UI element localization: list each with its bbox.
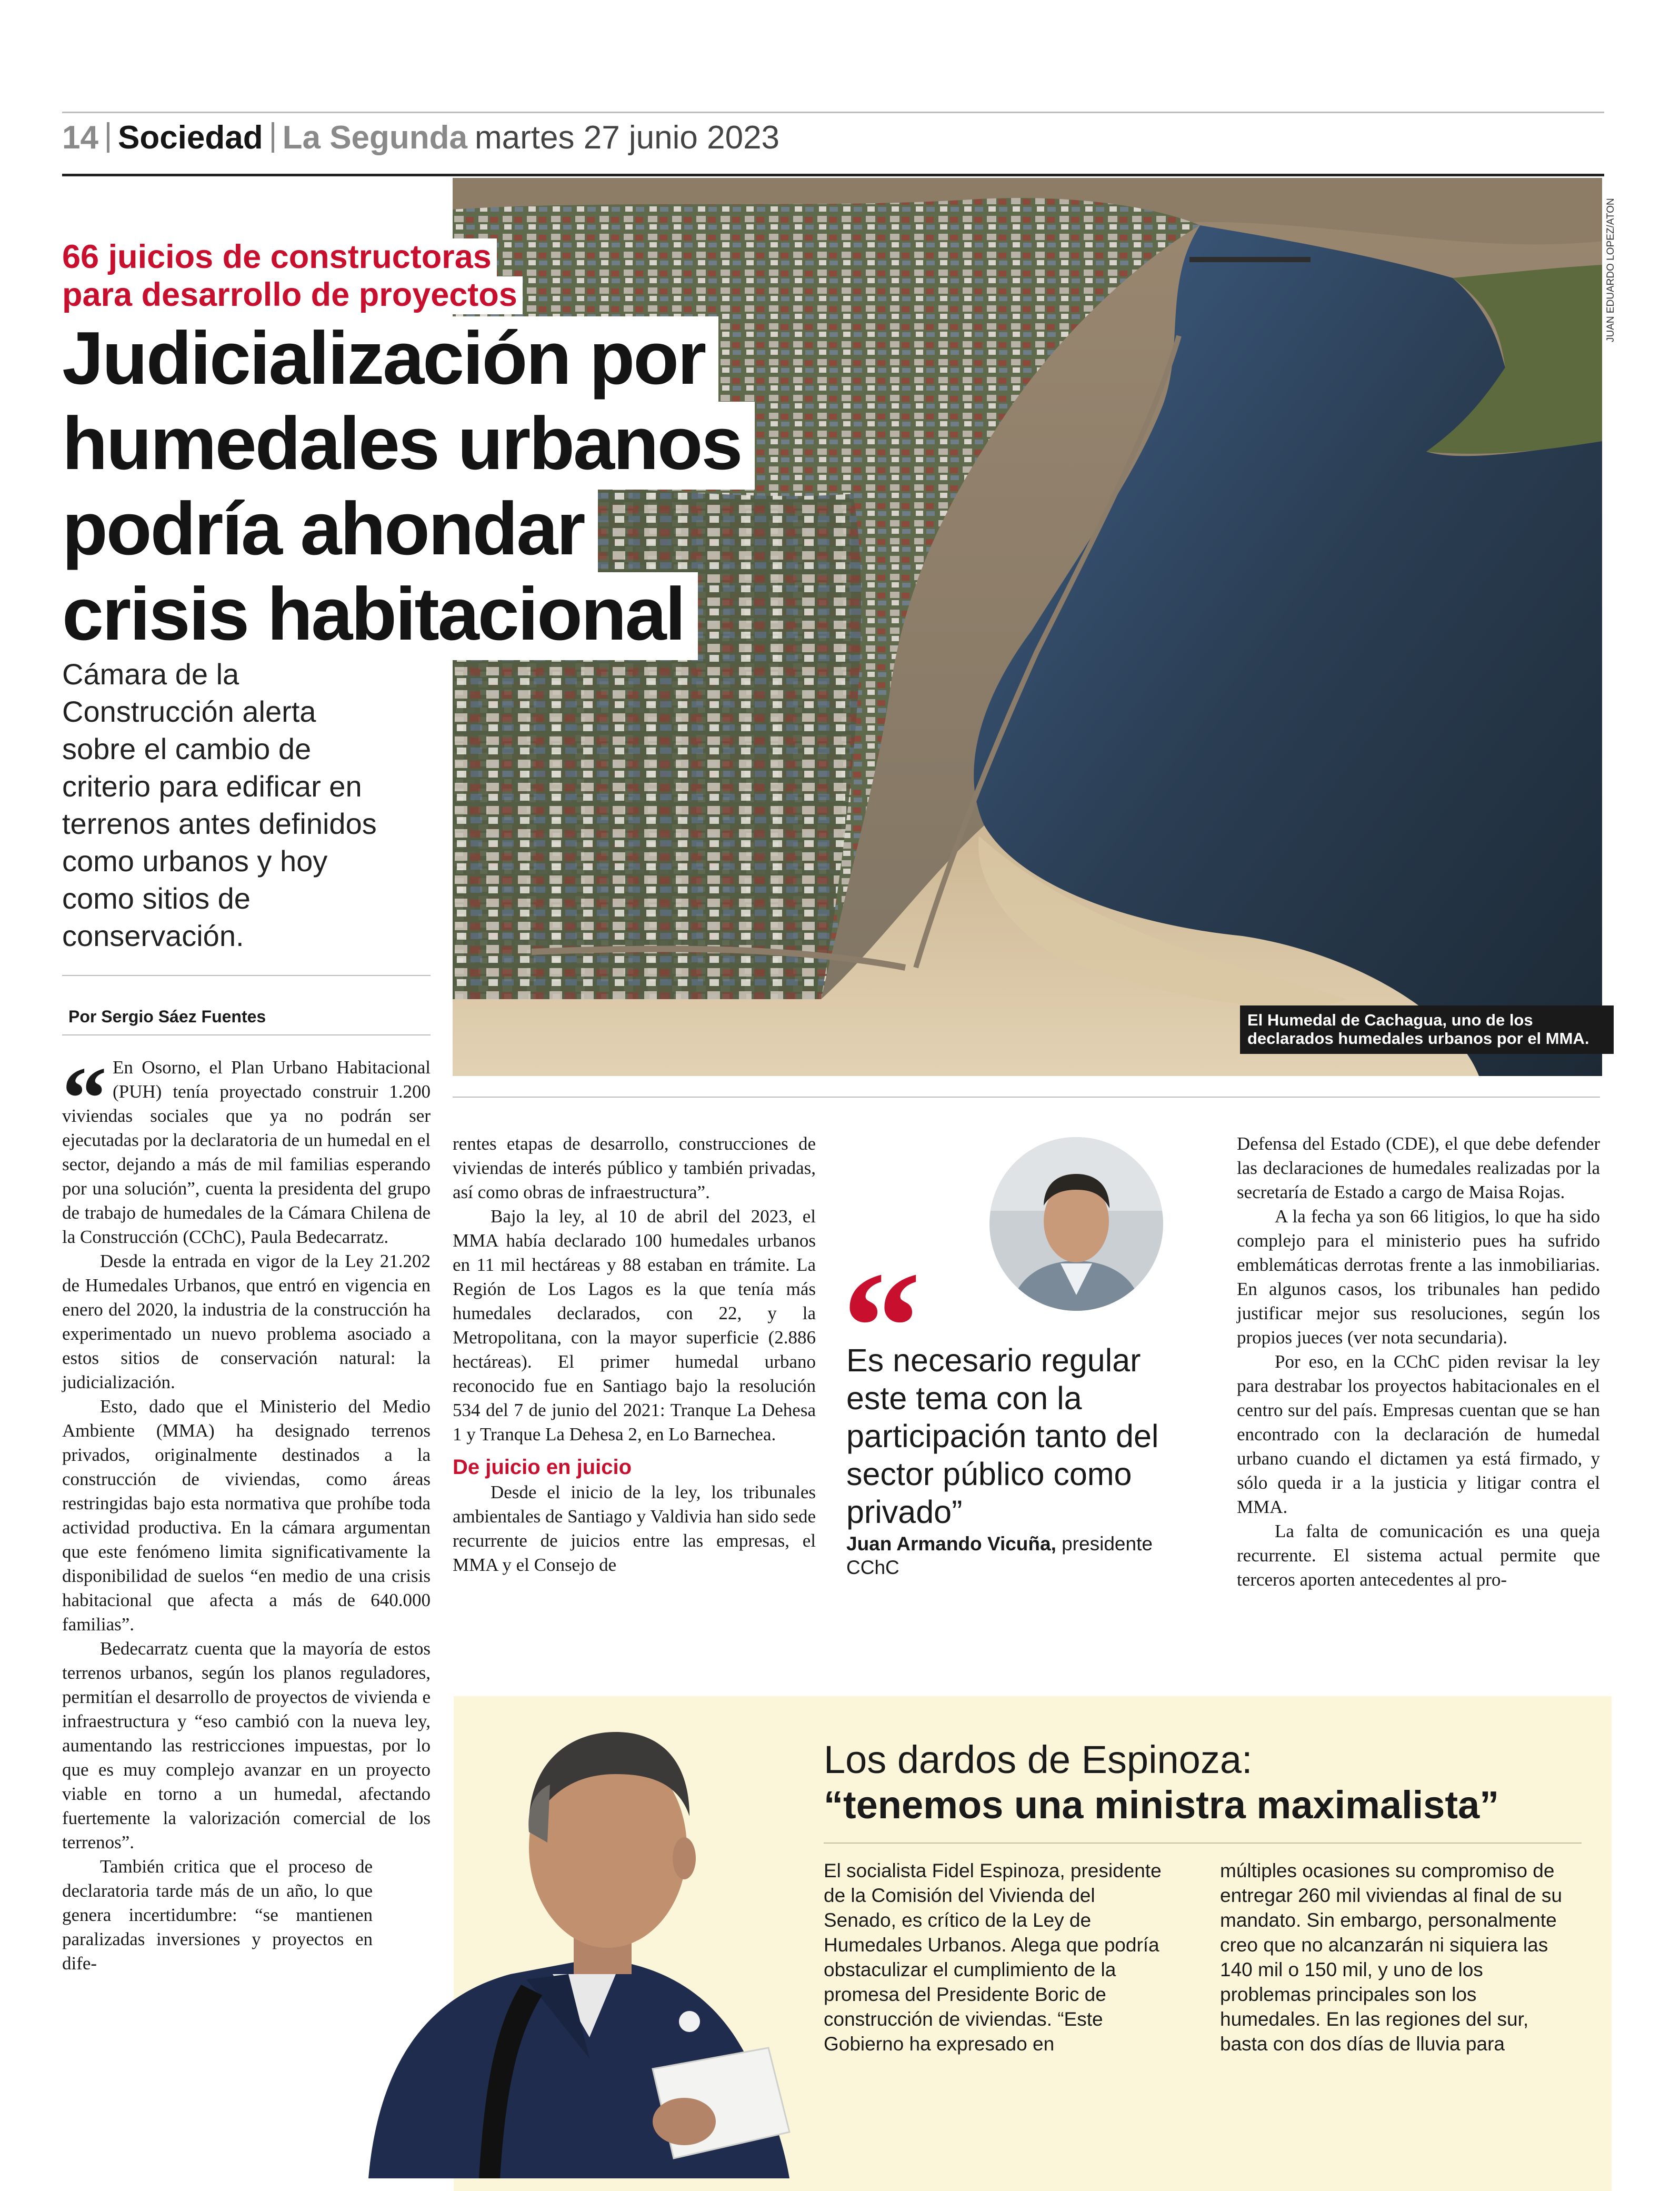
box-subtitle: “tenemos una ministra maximalista” xyxy=(824,1783,1499,1827)
dek-line: criterio para edificar en xyxy=(62,770,362,803)
photo-credit: JUAN EDUARDO LOPEZ/ATON xyxy=(1605,198,1616,342)
body-paragraph: La falta de comunicación es una queja recurrente. El sistema actual permite que terceros aporten antecedentes al pro- xyxy=(1237,1521,1600,1590)
headline-line: humedales urbanos xyxy=(62,402,755,490)
pull-quote-text: Es necesario regular este tema con la participación tanto del sector público como privado” xyxy=(846,1342,1159,1530)
body-column-2 xyxy=(453,1132,816,1577)
box-title-rule xyxy=(824,1843,1582,1844)
dek xyxy=(62,655,431,954)
publication-name: La Segunda xyxy=(282,119,467,156)
body-paragraph: Desde el inicio de la ley, los tribunales ambientales de Santiago y Valdivia han sido sede recurrente de juicios entre las empresas, el MMA y el Consejo de xyxy=(453,1482,816,1575)
body-paragraph: Bajo la ley, al 10 de abril del 2023, el MMA había declarado 100 humedales urbanos en 11 mil hectáreas y 88 estaban en trámite. La Región de Los Lagos es la que tenía más humedales declarados, con 22, y la Metropolitana, con la mayor superficie (2.886 hectáreas). El primer humedal urbano reconocido fue en Santiago bajo la resolución 534 del 7 de junio del 2021: Tranque La Dehesa 1 y Tranque La Dehesa 2, en Lo Barnechea. xyxy=(453,1206,816,1445)
kicker xyxy=(62,238,578,314)
body-paragraph: Esto, dado que el Ministerio del Medio Ambiente (MMA) ha designado terrenos privados, originalmente destinados a la construcción de viviendas, como áreas restringidas bajo esta normativa que prohíbe toda actividad productiva. En la cámara argumentan que este fenómeno limita significativamente la disponibilidad de suelos “en medio de una crisis habitacional que afecta a más de 640.000 familias”. xyxy=(62,1396,431,1635)
box-title: Los dardos de Espinoza: xyxy=(824,1738,1253,1781)
body-paragraph: Defensa del Estado (CDE), el que debe defender las declaraciones de humedales realizadas por la secretaría de Estado a cargo de Maisa Rojas. xyxy=(1237,1133,1600,1202)
pull-quote-attribution xyxy=(846,1532,1194,1579)
dek-line: Construcción alerta xyxy=(62,695,316,728)
header-divider xyxy=(272,122,274,153)
dek-line: terrenos antes definidos xyxy=(62,807,377,840)
body-paragraph: A la fecha ya son 66 litigios, lo que ha sido complejo para el ministerio pues ha sufrido emblemáticas derrotas frente a las inmobiliarias. En algunos casos, los tribunales han pedido justificar mejor sus resoluciones, según los propios jueces (ver nota secundaria). xyxy=(1237,1206,1600,1348)
opening-quote-mark: “ xyxy=(62,1049,107,1148)
dek-line: sobre el cambio de xyxy=(62,732,312,765)
espinoza-photo xyxy=(368,1658,842,2178)
body-paragraph: Por eso, en la CChC piden revisar la ley para destrabar los proyectos habitacionales en el centro sur del país. Empresas cuentan que se han encontrado con la declaración de humedal urbano cuando el dictamen ya está firmado, y sólo queda ir a la justicia y litigar contra el MMA. xyxy=(1237,1351,1600,1517)
dek-line: como urbanos y hoy xyxy=(62,844,328,878)
page-number: 14 xyxy=(62,119,98,156)
pull-quote-mark: “ xyxy=(842,1239,921,1414)
header-divider xyxy=(107,122,109,153)
dek-rule xyxy=(62,975,431,976)
portrait-photo xyxy=(989,1137,1163,1311)
box-column-1: El socialista Fidel Espinoza, presidente de la Comisión del Vivienda del Senado, es crítico de la Ley de Humedales Urbanos. Alega que podría obstaculizar el cumplimiento de la promesa del Presidente Boric de construcción de viviendas. “Este Gobierno ha expresado en xyxy=(824,1860,1162,2055)
body-paragraph: rentes etapas de desarrollo, construcciones de viviendas de interés público y también privadas, así como obras de infraestructura”. xyxy=(453,1133,816,1202)
section-name: Sociedad xyxy=(117,119,263,156)
page-header xyxy=(62,119,779,156)
headline xyxy=(62,316,799,657)
dek-line: como sitios de xyxy=(62,882,251,915)
byline: Por Sergio Sáez Fuentes xyxy=(68,1007,266,1026)
kicker-line: 66 juicios de constructoras xyxy=(62,238,497,276)
body-column-4 xyxy=(1237,1132,1600,1592)
issue-date: martes 27 junio 2023 xyxy=(475,119,780,156)
headline-line: podría ahondar xyxy=(62,487,598,575)
photo-caption: El Humedal de Cachagua, uno de los declarados humedales urbanos por el MMA. xyxy=(1240,1005,1614,1054)
dek-line: conservación. xyxy=(62,919,244,952)
header-bottom-rule xyxy=(62,174,1604,176)
top-rule xyxy=(62,112,1604,113)
subhead: De juicio en juicio xyxy=(453,1456,632,1479)
body-paragraph: En Osorno, el Plan Urbano Habitacional (PUH) tenía proyectado construir 1.200 viviendas sociales que ya no podrán ser ejecutadas por la declaratoria de un humedal en el sector, dejando a más de mil familias esperando por una solución”, cuenta la presidenta del grupo de trabajo de humedales de la Cámara Chilena de la Construcción (CChC), Paula Bedecarratz. xyxy=(62,1057,431,1247)
body-paragraph: Desde la entrada en vigor de la Ley 21.202 de Humedales Urbanos, que entró en vigencia en enero del 2020, la industria de la construcción ha experimentado un nuevo problema asociado a estos sitios de conservación natural: la judicialización. xyxy=(62,1251,431,1392)
headline-line: Judicialización por xyxy=(62,316,718,404)
kicker-line: para desarrollo de proyectos xyxy=(62,276,523,314)
column-rule xyxy=(453,1097,1600,1098)
body-paragraph: También critica que el proceso de declaratoria tarde más de un año, lo que genera incertidumbre: “se mantienen paralizadas inversiones y proyectos en dife- xyxy=(62,1856,373,1974)
box-column-2: múltiples ocasiones su compromiso de entregar 260 mil viviendas al final de su mandato. Sin embargo, personalmente creo que no alcanzarán ni siquiera las 140 mil o 150 mil, y uno de los problemas principales son los humedales. En las regiones del sur, basta con dos días de lluvia para xyxy=(1220,1860,1562,2055)
dek-line: Cámara de la xyxy=(62,658,239,691)
pull-quote-name: Juan Armando Vicuña, xyxy=(846,1533,1056,1555)
headline-line: crisis habitacional xyxy=(62,572,698,660)
byline-rule xyxy=(62,1034,431,1035)
pull-quote-role: presidente CChC xyxy=(846,1533,1153,1578)
body-paragraph: Bedecarratz cuenta que la mayoría de estos terrenos urbanos, según los planos reguladores, permitían el desarrollo de proyectos de vivienda e infraestructura y “eso cambió con la nueva ley, aumentando las restricciones impuestas, por lo que es muy complejo avanzar en un proyecto viable en torno a un humedal, afectando fuertemente la valorización comercial de los terrenos”. xyxy=(62,1638,431,1853)
